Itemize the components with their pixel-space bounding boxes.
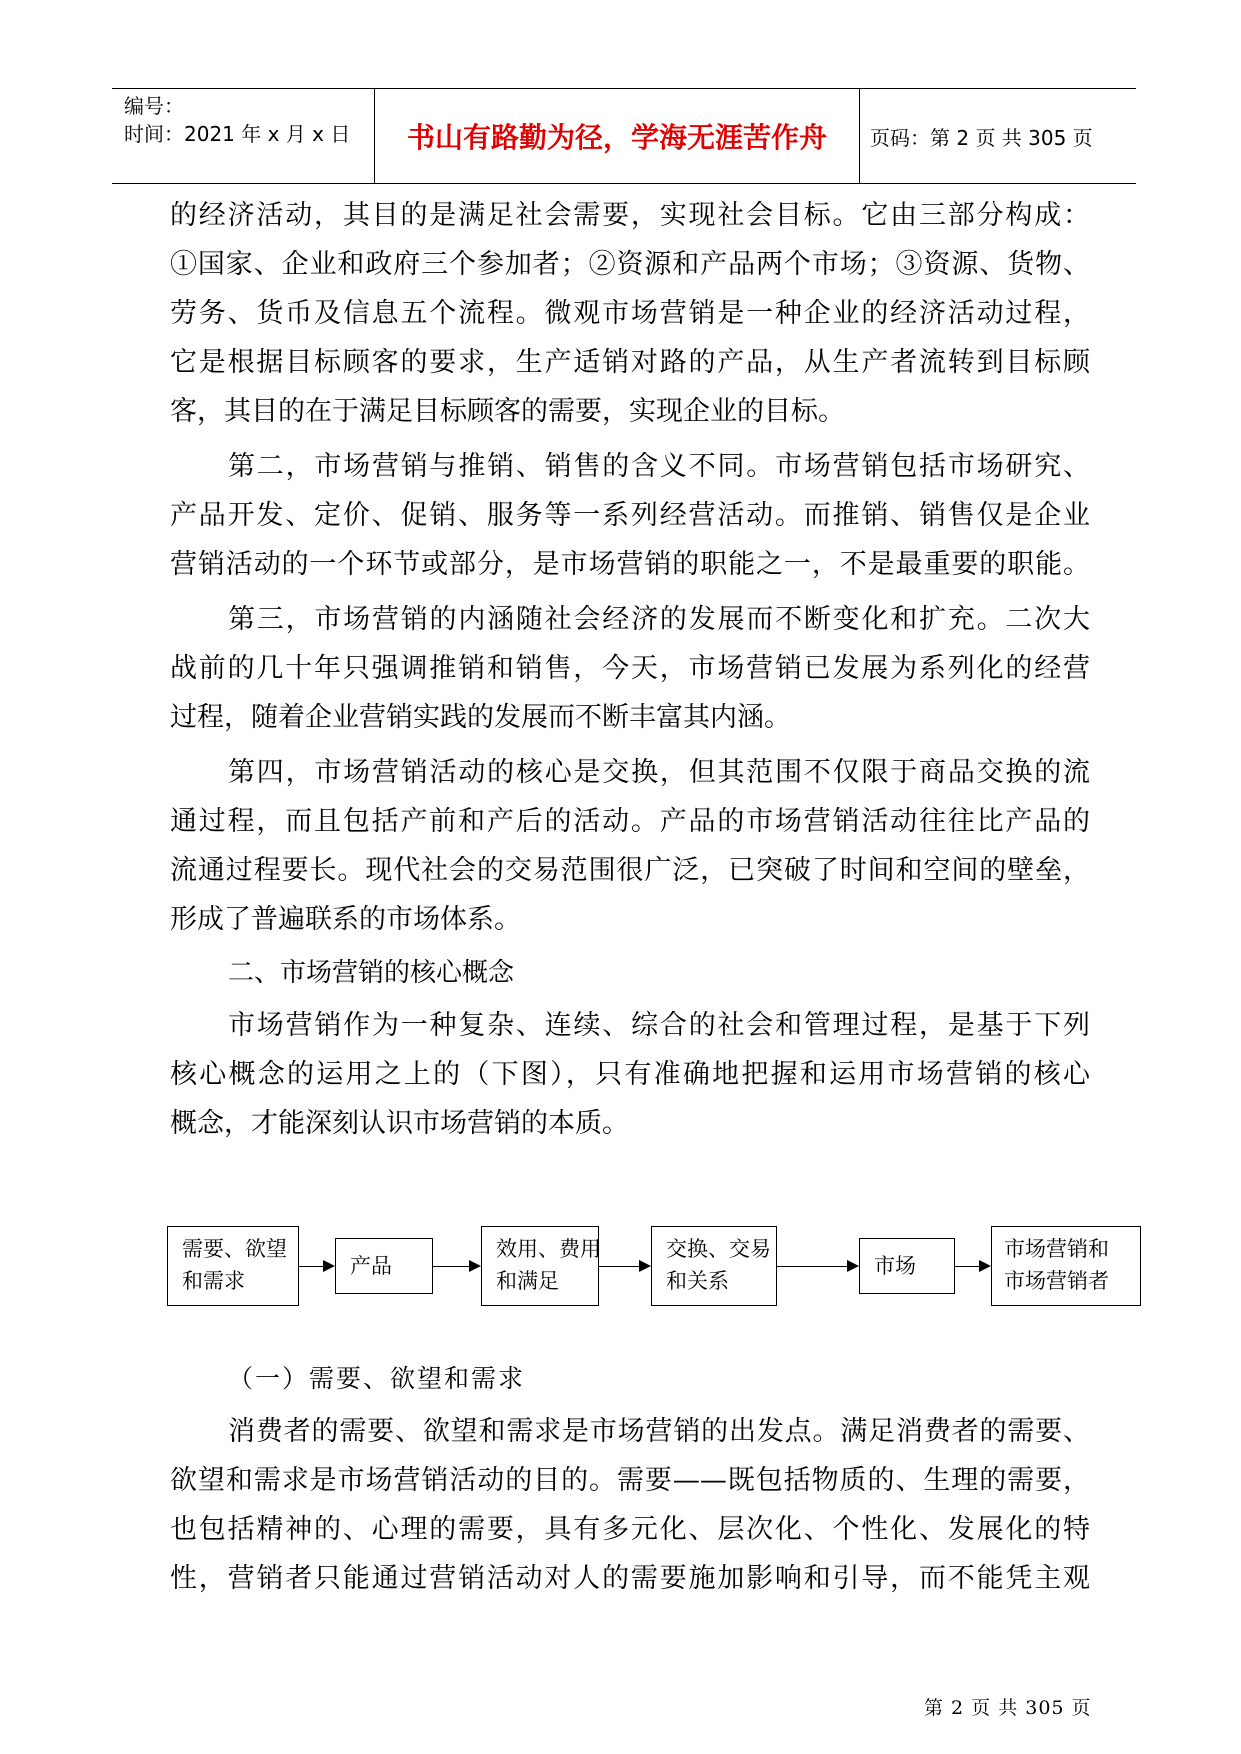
flow-box-text: 市场营销者 bbox=[1004, 1269, 1109, 1293]
page-footer: 第 2 页 共 305 页 bbox=[924, 1697, 1092, 1719]
core-concepts-flow-diagram bbox=[167, 1226, 1107, 1308]
document-date-label: 时间：2021 年 x 月 x 日 bbox=[124, 122, 351, 146]
text-line: 第四，市场营销活动的核心是交换，但其范围不仅限于商品交换的流 bbox=[228, 757, 1090, 788]
text-line: 过程，随着企业营销实践的发展而不断丰富其内涵。 bbox=[170, 702, 791, 733]
page-header bbox=[112, 88, 1136, 184]
flow-box-needs bbox=[167, 1226, 299, 1306]
flow-box-product bbox=[335, 1238, 433, 1294]
text-line: 战前的几十年只强调推销和销售，今天，市场营销已发展为系列化的经营 bbox=[170, 653, 1090, 684]
text-line: 形成了普遍联系的市场体系。 bbox=[170, 904, 521, 935]
text-line: 市场营销作为一种复杂、连续、综合的社会和管理过程，是基于下列 bbox=[228, 1010, 1090, 1041]
text-line: 流通过程要长。现代社会的交易范围很广泛，已突破了时间和空间的壁垒， bbox=[170, 855, 1090, 886]
flow-box-exchange bbox=[651, 1226, 777, 1306]
document-number-label: 编号： bbox=[124, 94, 184, 118]
text-line: 劳务、货币及信息五个流程。微观市场营销是一种企业的经济活动过程， bbox=[170, 298, 1090, 329]
text-line: 通过程，而且包括产前和产后的活动。产品的市场营销活动往往比产品的 bbox=[170, 806, 1090, 837]
text-line: 产品开发、定价、促销、服务等一系列经营活动。而推销、销售仅是企业 bbox=[170, 500, 1090, 531]
flow-box-text: 交换、交易 bbox=[666, 1237, 771, 1261]
header-page-info bbox=[860, 89, 1136, 183]
flow-arrow bbox=[599, 1266, 649, 1267]
text-line: 也包括精神的、心理的需要，具有多元化、层次化、个性化、发展化的特 bbox=[170, 1514, 1090, 1545]
text-line: 第三，市场营销的内涵随社会经济的发展而不断变化和扩充。二次大 bbox=[228, 604, 1090, 635]
flow-box-text: 市场 bbox=[874, 1254, 916, 1278]
section-heading: 二、市场营销的核心概念 bbox=[228, 958, 515, 988]
text-line: 第二，市场营销与推销、销售的含义不同。市场营销包括市场研究、 bbox=[228, 451, 1090, 482]
text-line: ①国家、企业和政府三个参加者；②资源和产品两个市场；③资源、货物、 bbox=[170, 249, 1090, 280]
flow-arrow bbox=[299, 1266, 333, 1267]
flow-arrow bbox=[777, 1266, 857, 1267]
flow-box-text: 市场营销和 bbox=[1004, 1237, 1109, 1261]
text-line: 核心概念的运用之上的（下图），只有准确地把握和运用市场营销的核心 bbox=[170, 1059, 1090, 1090]
text-line: 消费者的需要、欲望和需求是市场营销的出发点。满足消费者的需要、 bbox=[228, 1416, 1090, 1447]
header-page-label: 页码：第 2 页 共 305 页 bbox=[870, 125, 1093, 150]
header-meta bbox=[112, 89, 374, 183]
header-motto: 书山有路勤为径，学海无涯苦作舟 bbox=[374, 89, 860, 183]
flow-box-text: 需要、欲望 bbox=[182, 1237, 287, 1261]
text-line: 性，营销者只能通过营销活动对人的需要施加影响和引导，而不能凭主观 bbox=[170, 1563, 1090, 1594]
flow-box-text: 和关系 bbox=[666, 1269, 729, 1293]
flow-box-market bbox=[859, 1238, 955, 1294]
text-line: 的经济活动，其目的是满足社会需要，实现社会目标。它由三部分构成： bbox=[170, 200, 1090, 231]
flow-box-text: 和需求 bbox=[182, 1269, 245, 1293]
text-line: 营销活动的一个环节或部分，是市场营销的职能之一，不是最重要的职能。 bbox=[170, 549, 1090, 580]
flow-box-text: 和满足 bbox=[496, 1269, 559, 1293]
flow-box-text: 效用、费用 bbox=[496, 1237, 601, 1261]
flow-arrow bbox=[433, 1266, 479, 1267]
flow-arrow bbox=[955, 1266, 989, 1267]
flow-box-utility bbox=[481, 1226, 599, 1306]
text-line: 欲望和需求是市场营销活动的目的。需要——既包括物质的、生理的需要， bbox=[170, 1465, 1090, 1496]
text-line: 客，其目的在于满足目标顾客的需要，实现企业的目标。 bbox=[170, 396, 845, 427]
text-line: 概念，才能深刻认识市场营销的本质。 bbox=[170, 1108, 629, 1139]
subsection-heading: （一）需要、欲望和需求 bbox=[228, 1364, 526, 1393]
flow-box-marketers bbox=[991, 1226, 1141, 1306]
text-line: 它是根据目标顾客的要求，生产适销对路的产品，从生产者流转到目标顾 bbox=[170, 347, 1090, 378]
flow-box-text: 产品 bbox=[350, 1254, 392, 1278]
